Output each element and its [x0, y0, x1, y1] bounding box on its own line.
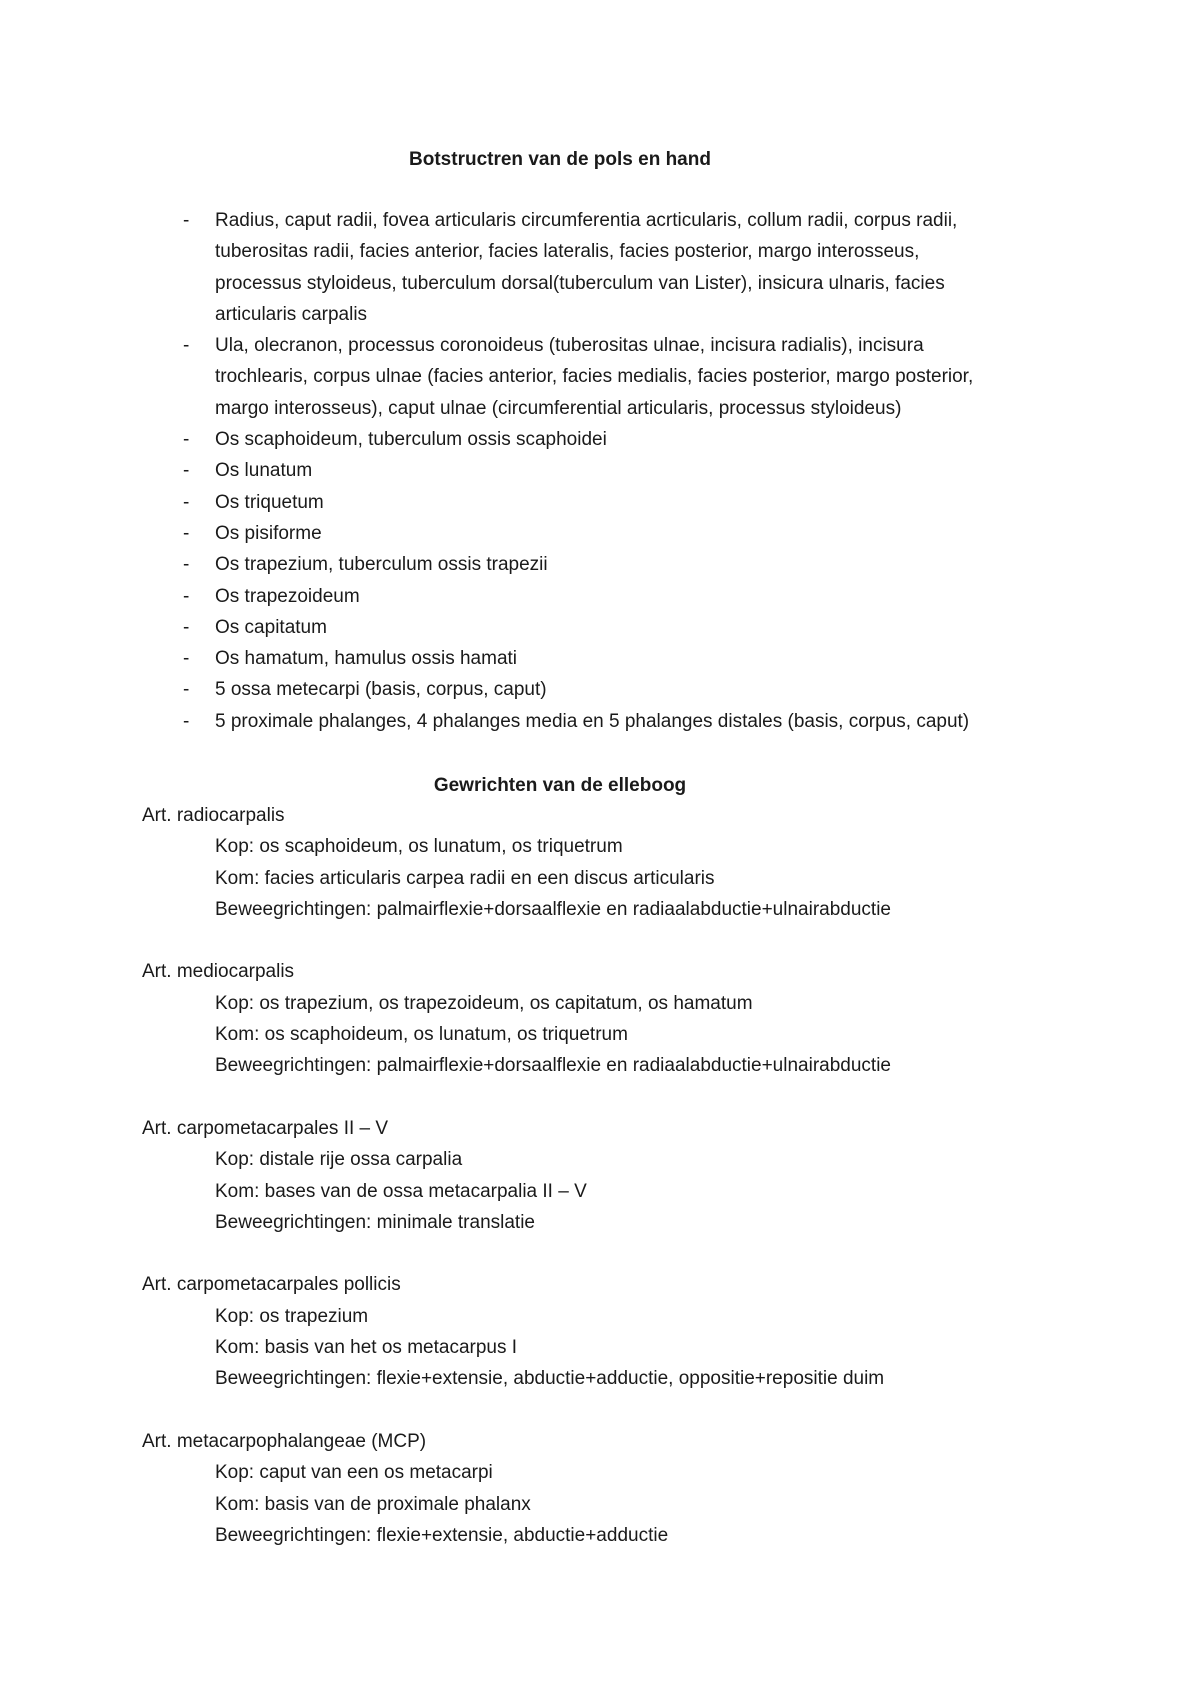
list-item [0, 549, 1045, 580]
bullet-dash: - [183, 679, 190, 701]
joint-block [0, 1426, 1200, 1551]
list-item-line: tuberositas radii, facies anterior, facies lateralis, facies posterior, margo interosseus, [215, 241, 920, 263]
list-item [0, 455, 1045, 486]
bullet-dash: - [183, 491, 190, 513]
section-heading: Gewrichten van de elleboog [433, 775, 687, 796]
list-item-line: Os capitatum [215, 616, 327, 638]
joint-kom: Kom: bases van de ossa metacarpalia II – V [215, 1180, 587, 1202]
bullet-dash: - [183, 429, 190, 451]
bullet-dash: - [183, 710, 190, 732]
bullet-dash: - [183, 210, 190, 231]
list-item [0, 643, 1045, 674]
list-item-line: Os hamatum, hamulus ossis hamati [215, 648, 518, 670]
bullet-dash: - [183, 554, 190, 576]
joint-movement: Beweegrichtingen: flexie+extensie, abductie+adductie [215, 1524, 669, 1546]
bullet-dash: - [183, 648, 190, 670]
joint-movement: Beweegrichtingen: palmairflexie+dorsaalflexie en radiaalabductie+ulnairabductie [215, 898, 891, 920]
joint-kop: Kop: caput van een os metacarpi [215, 1462, 493, 1484]
list-item [0, 706, 1045, 737]
joint-kop: Kop: os trapezium [215, 1305, 369, 1327]
list-item-line: Os triquetum [215, 491, 324, 513]
page-title: Botstructren van de pols en hand [409, 149, 711, 170]
joint-kom: Kom: basis van het os metacarpus I [215, 1337, 518, 1359]
list-item-line: Os trapezoideum [215, 585, 360, 607]
joint-kop: Kop: distale rije ossa carpalia [215, 1149, 463, 1171]
list-item-line: Os scaphoideum, tuberculum ossis scaphoidei [215, 429, 607, 451]
list-item-line: Ula, olecranon, processus coronoideus (tuberositas ulnae, incisura radialis), incisura [215, 335, 924, 357]
list-item-line: Radius, caput radii, fovea articularis circumferentia acrticularis, collum radii, corpus radii, [215, 210, 958, 231]
list-item [0, 518, 1045, 549]
list-item-line: margo interosseus), caput ulnae (circumferential articularis, processus styloideus) [215, 397, 902, 419]
bullet-dash: - [183, 522, 190, 544]
bullet-dash: - [183, 460, 190, 482]
joint-block [0, 1113, 1200, 1238]
list-item-line: Os pisiforme [215, 522, 322, 544]
list-item-line: articularis carpalis [215, 303, 368, 325]
joint-movement: Beweegrichtingen: minimale translatie [215, 1211, 535, 1233]
bone-structures-list [0, 205, 1200, 737]
joint-block [0, 1269, 1200, 1394]
bullet-dash: - [183, 585, 190, 607]
joint-kom: Kom: os scaphoideum, os lunatum, os triquetrum [215, 1024, 628, 1046]
list-item [0, 424, 1045, 455]
joint-kom: Kom: basis van de proximale phalanx [215, 1493, 531, 1515]
joint-block [0, 956, 1200, 1081]
list-item [0, 205, 1045, 330]
joint-kop: Kop: os scaphoideum, os lunatum, os triquetrum [215, 836, 623, 858]
list-item-line: processus styloideus, tuberculum dorsal(tuberculum van Lister), insicura ulnaris, facies [215, 272, 945, 294]
joint-movement: Beweegrichtingen: palmairflexie+dorsaalflexie en radiaalabductie+ulnairabductie [215, 1055, 891, 1077]
list-item [0, 487, 1045, 518]
list-item-line: 5 proximale phalanges, 4 phalanges media en 5 phalanges distales (basis, corpus, caput) [215, 710, 970, 732]
list-item-line: Os lunatum [215, 460, 313, 482]
list-item [0, 674, 1045, 705]
list-item-line: trochlearis, corpus ulnae (facies anterior, facies medialis, facies posterior, margo posterior, [215, 366, 974, 388]
joint-block [0, 800, 1200, 925]
list-item-line: Os trapezium, tuberculum ossis trapezii [215, 554, 548, 576]
list-item [0, 330, 1045, 424]
joint-name: Art. mediocarpalis [142, 961, 295, 983]
joints-section [0, 800, 1200, 1582]
bullet-dash: - [183, 616, 190, 638]
bullet-dash: - [183, 335, 190, 357]
list-item [0, 581, 1045, 612]
joint-kop: Kop: os trapezium, os trapezoideum, os capitatum, os hamatum [215, 992, 753, 1014]
joint-name: Art. metacarpophalangeae (MCP) [142, 1430, 427, 1452]
joint-name: Art. carpometacarpales II – V [142, 1117, 389, 1139]
joint-movement: Beweegrichtingen: flexie+extensie, abductie+adductie, oppositie+repositie duim [215, 1368, 885, 1390]
list-item-line: 5 ossa metecarpi (basis, corpus, caput) [215, 679, 547, 701]
joint-kom: Kom: facies articularis carpea radii en een discus articularis [215, 867, 715, 889]
joint-name: Art. carpometacarpales pollicis [142, 1274, 401, 1296]
list-item [0, 612, 1045, 643]
joint-name: Art. radiocarpalis [142, 805, 285, 826]
